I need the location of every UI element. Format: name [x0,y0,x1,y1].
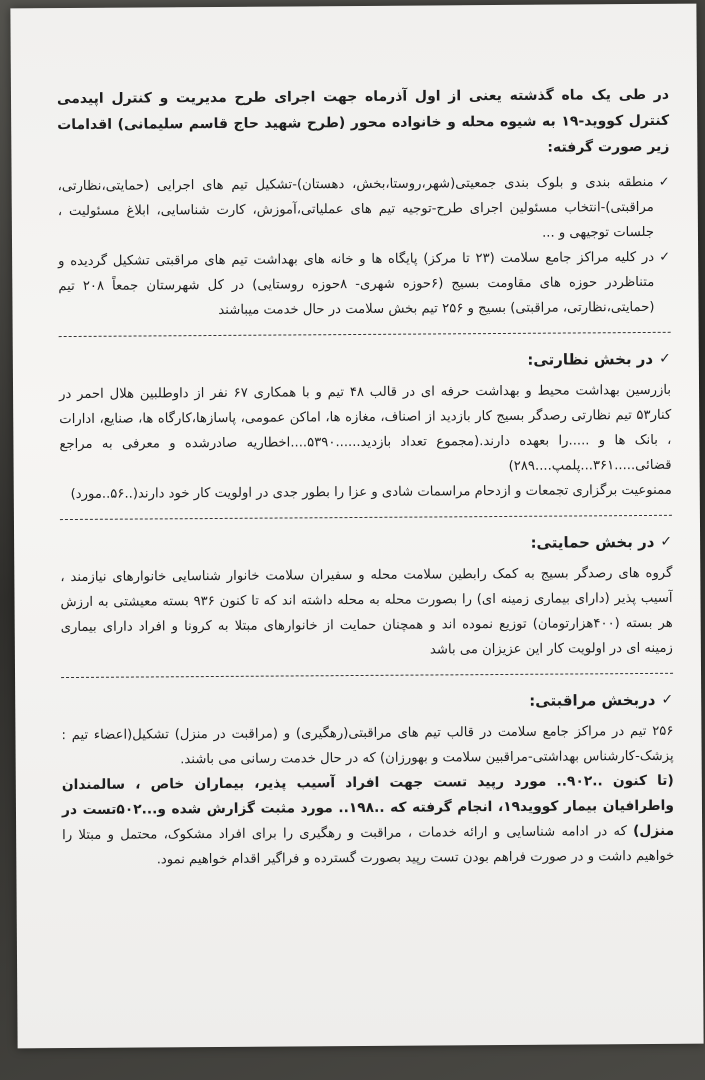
checkmark-icon: ✓ [660,533,673,550]
care-closing: که در ادامه شناسایی و ارائه خدمات ، مراقبت و رهگیری را برای افراد مشکوک، محتمل و مبتلا را خواهیم داشت و در صورت فراهم بودن تست رپید بصورت گسترده و فراگیر اقدام خواهیم نمود. [62,824,675,868]
document-body [57,82,674,873]
heading-text: در بخش نظارتی: [527,349,654,369]
intro-paragraph: در طی یک ماه گذشته یعنی از اول آذرماه جهت اجرای طرح مدیریت و کنترل اپیدمی کنترل کووید-۱۹ به شیوه محله و خانواده محور (طرح شهید حاج قاسم سلیمانی) اقدامات زیر صورت گرفته: [56,86,670,156]
bullet-item [58,245,671,324]
checkmark-icon: ✓ [658,174,670,190]
paper-sheet [10,4,703,1049]
heading-text: دربخش مراقبتی: [529,690,656,710]
support-paragraph: گروه های رصدگر بسیج به کمک رابطین سلامت محله و سفیران سلامت خانوار شناسایی خانوارهای نیازمند ، آسیب پذیر (دارای بیماری زمینه ای) را بصورت محله به محله داشته اند که تا کنون ۹۳۶ بسته معیشتی به ارزش هر بسته (۴۰۰هزارتومان) توزیع نموده اند و همچنان حمایت از خانوارهای مبتلا به کرونا و افراد دارای بیماری زمینه ای در اولویت کار این عزیزان می باشد [60,565,673,658]
care-summary [62,769,675,873]
oversight-paragraph: بازرسین بهداشت محیط و بهداشت حرفه ای در قالب ۴۸ تیم و با همکاری ۶۷ نفر از داوطلبین هلال احمر در کنار۵۳ تیم نظارتی رصدگر بسیج کار بازدید از اصناف، مغازه ها، اماکن عمومی، پاسازها،کارگاه ها، صنایع، ادارات ، بانک ها و .....را بعهده دارند.(مجموع تعداد بازدید......۵۳۹۰....اخطاریه صادرشده و معرفی به مراجع قضائی.....۳۶۱...پلمپ....۲۸۹) [59,382,672,474]
checkmark-icon: ✓ [659,350,671,367]
dashed-divider [60,515,672,520]
checkmark-icon: ✓ [659,249,671,265]
bullet-item [58,170,671,249]
section-heading-oversight [59,347,671,376]
bullet-text: در کلیه مراکز جامع سلامت (۲۳ تا مرکز) پایگاه ها و خانه های بهداشت تیم های مراقبتی تشکیل گردیده و متناظردر حوزه های مقاومت بسیج (۶حوزه شهری- ۸حوزه روستایی) در کل شهرستان جمعاً ۲۰۸ تیم (حمایتی،نظارتی، مراقبتی) بسیج و ۲۵۶ تیم بخش سلامت در حال خدمت میباشند [58,249,655,318]
section-heading-care [61,688,673,717]
bullet-text: منطقه بندی و بلوک بندی جمعیتی(شهر،روستا،بخش، دهستان)-تشکیل تیم های اجرایی (حمایتی،نظارتی، مراقبتی)-انتخاب مسئولین اجرای طرح-توجیه تیم های عملیاتی،آموزش، کارت شناسایی، ابلاغ مسئولیت ، جلسات توجیهی و ... [57,174,655,241]
care-paragraph: ۲۵۶ تیم در مراکز جامع سلامت در قالب تیم های مراقبتی(رهگیری) و (مراقبت در منزل) تشکیل(اعضاء تیم : پزشک-کارشناس بهداشتی-مراقبین سلامت و بهورزان) که در حال خدمت رسانی می باشند. [61,723,674,768]
care-bold-stats: (تا کنون ..۹۰۲.. مورد رپید تست جهت افراد آسیب پذیر، بیماران خاص ، سالمندان واطرافیان بیمار کووید۱۹، انجام گرفته که ..۱۹۸.. مورد مثبت گزارش شده و...۵۰۲تست در منزل) [61,772,675,840]
checkmark-icon: ✓ [661,691,674,708]
oversight-paragraph: ممنوعیت برگزاری تجمعات و ازدحام مراسمات شادی و عزا را بطور جدی در اولویت کار خود دارند(..۵۶..مورد) [70,482,672,502]
dashed-divider [61,673,673,678]
dashed-divider [59,332,671,337]
heading-text: در بخش حمایتی: [530,532,655,552]
section-heading-support [60,530,672,559]
